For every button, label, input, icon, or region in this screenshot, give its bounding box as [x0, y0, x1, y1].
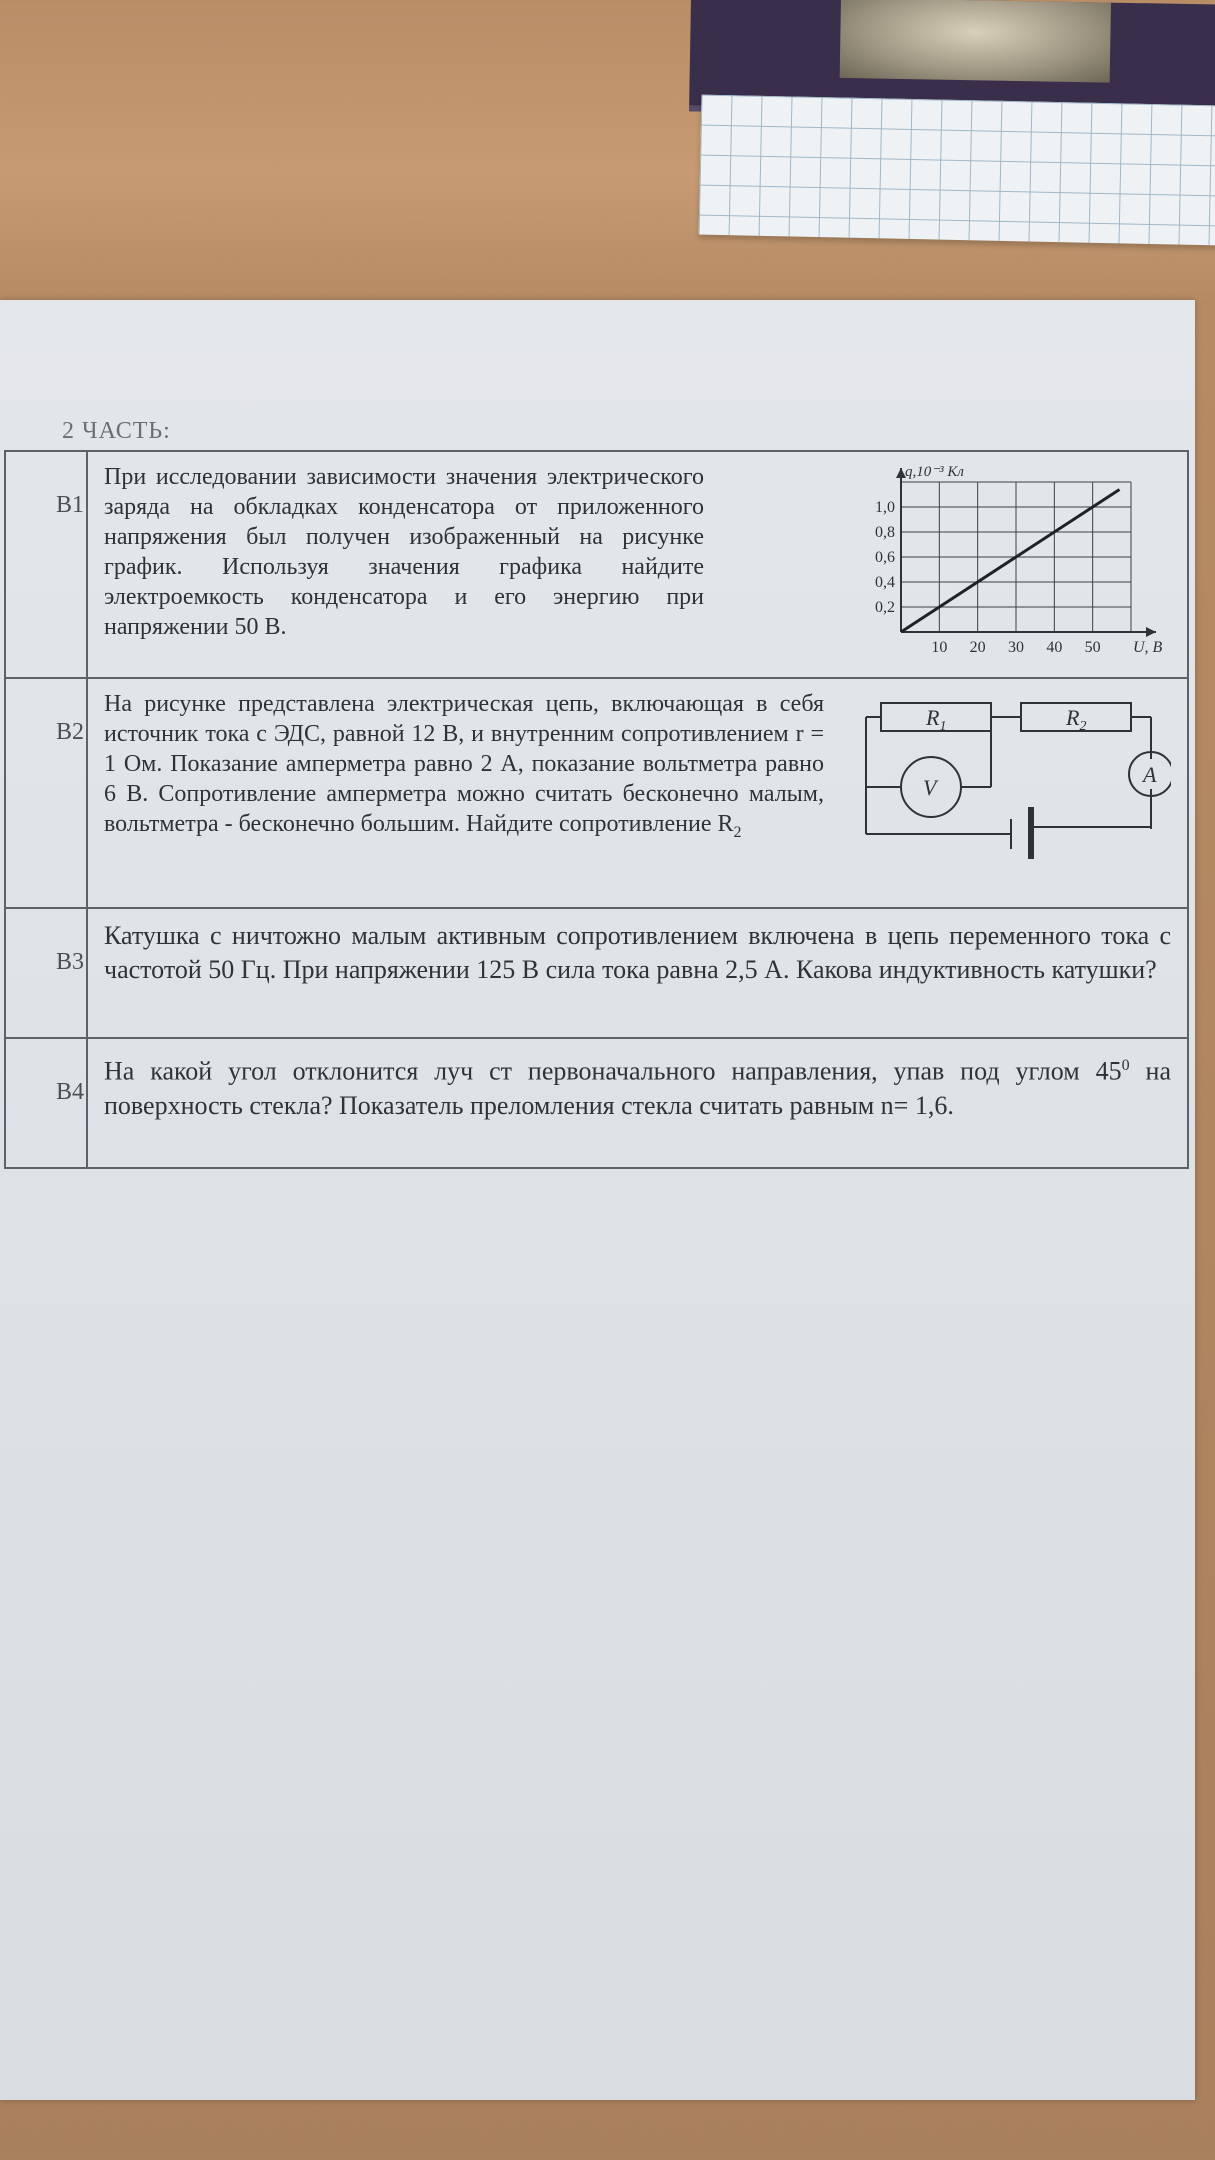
r2-label: $R_2$	[1066, 705, 1087, 734]
charge-voltage-chart	[841, 462, 1171, 667]
x-tick-label: 20	[969, 639, 986, 656]
x-tick-label: 30	[1008, 639, 1024, 656]
task-number: B4	[5, 1038, 87, 1168]
worksheet-paper	[0, 300, 1195, 2100]
x-tick-label: 10	[931, 639, 948, 656]
x-axis-arrow	[1146, 627, 1156, 637]
y-axis-label: q,10⁻³ Кл	[905, 464, 964, 480]
task-number: B2	[5, 678, 87, 908]
r1-label: $R_1$	[926, 705, 947, 734]
x-tick-label: 40	[1046, 639, 1063, 656]
y-tick-label: 1,0	[875, 499, 895, 516]
y-tick-label: 0,4	[875, 574, 895, 591]
task-row-b2	[5, 678, 1188, 908]
tasks-table	[4, 450, 1189, 1169]
task-number: B1	[5, 451, 87, 678]
x-tick-label: 50	[1084, 639, 1101, 656]
task-text-b2-sub: 2	[733, 823, 742, 841]
voltmeter-label: V	[923, 775, 937, 800]
task-row-b1	[5, 451, 1188, 678]
y-tick-label: 0,2	[875, 599, 895, 616]
x-axis-label: U, B	[1133, 639, 1163, 656]
series-line	[901, 490, 1120, 633]
task-text-b3: Катушка с ничтожно малым активным сопротивлением включена в цепь переменного тока с частотой 50 Гц. При напряжении 125 В сила тока равна 2,5 А. Какова индуктивность катушки?	[104, 921, 1171, 984]
task-text-b4: На какой угол отклонится луч ст первоначального направления, упав под углом $45^0$ на поверхность стекла? Показатель преломления стекла считать равным n= 1,6.	[104, 1056, 1171, 1120]
part-title: 2 ЧАСТЬ:	[62, 418, 171, 444]
ammeter-label: A	[1143, 762, 1157, 787]
task-text-b2	[104, 689, 824, 884]
book-cover-photo	[840, 0, 1111, 83]
task-text-b1: При исследовании зависимости значения электрического заряда на обкладках конденсатора от приложенного напряжения был получен изображенный на рисунке график. Используя значения графика найдите электроемкость конденсатора и его энергию при напряжении 50 В.	[104, 464, 704, 640]
chart-svg	[841, 462, 1171, 662]
y-tick-label: 0,8	[875, 524, 895, 541]
task-number: B3	[5, 908, 87, 1038]
grid-notebook	[699, 95, 1215, 246]
task-row-b3	[5, 908, 1188, 1038]
circuit-diagram	[851, 689, 1171, 884]
task-text-b2-main: На рисунке представлена электрическая цепь, включающая в себя источник тока с ЭДС, равной 12 В, и внутренним сопротивлением r = 1 Ом. Показание амперметра равно 2 А, показание вольтметра равно 6 В. Сопротивление амперметра можно считать бесконечно малым, вольтметра - бесконечно большим. Найдите сопротивление R	[104, 691, 824, 837]
task-row-b4	[5, 1038, 1188, 1168]
y-tick-label: 0,6	[875, 549, 895, 566]
